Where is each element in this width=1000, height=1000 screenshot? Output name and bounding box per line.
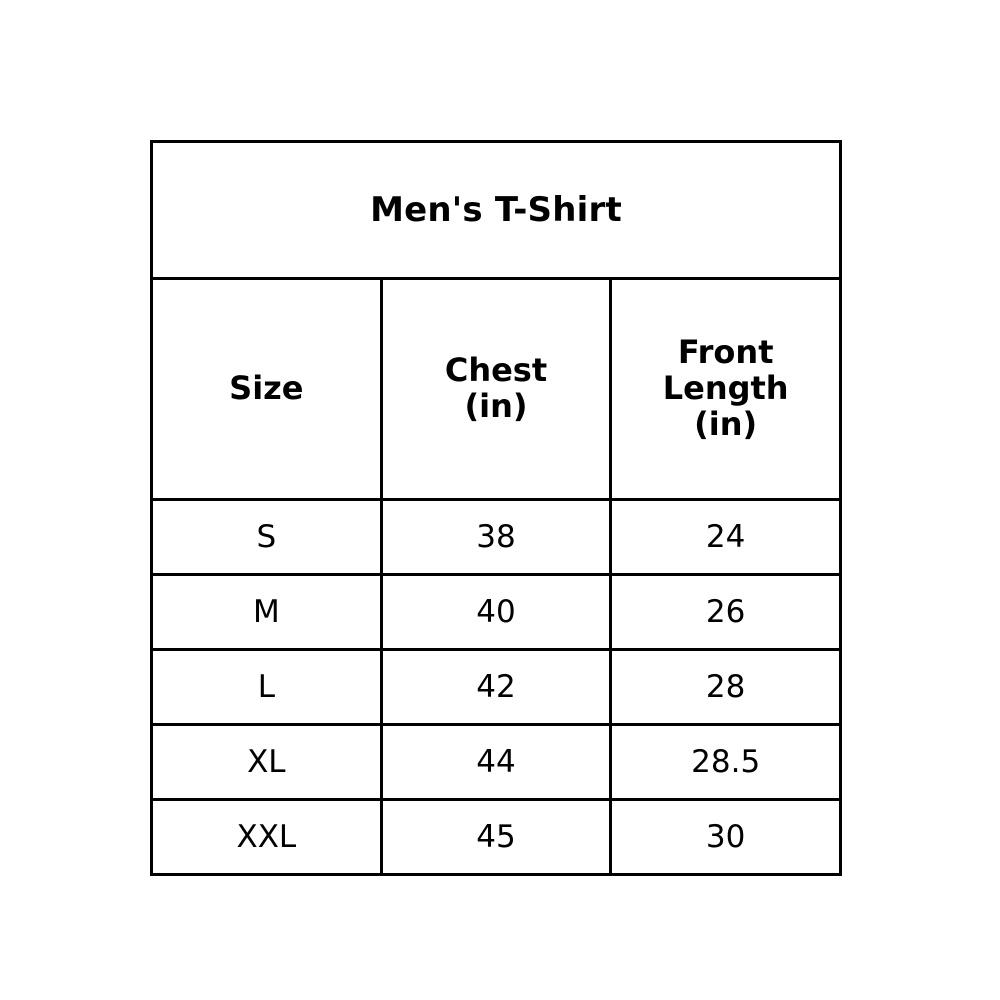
column-header-front-length-line-1: Front [677, 333, 774, 372]
table-row [152, 725, 841, 800]
cell-front-length: 28.5 [611, 725, 841, 800]
table-row [152, 650, 841, 725]
cell-size: L [152, 650, 382, 725]
cell-size: M [152, 575, 382, 650]
cell-chest: 44 [381, 725, 611, 800]
cell-front-length: 24 [611, 500, 841, 575]
size-chart-table [150, 140, 842, 876]
column-header-chest-line-2: (in) [464, 387, 528, 425]
cell-chest: 42 [381, 650, 611, 725]
column-header-chest-line-1: Chest [444, 351, 548, 390]
table-row [152, 500, 841, 575]
cell-chest: 40 [381, 575, 611, 650]
table-title-row [152, 142, 841, 279]
cell-front-length: 28 [611, 650, 841, 725]
cell-chest: 45 [381, 800, 611, 875]
table-row [152, 575, 841, 650]
column-header-front-length-line-2: Length [662, 369, 789, 408]
cell-size: XL [152, 725, 382, 800]
column-header-chest [381, 279, 611, 500]
column-header-front-length [611, 279, 841, 500]
column-header-front-length-line-3: (in) [694, 404, 758, 443]
cell-front-length: 26 [611, 575, 841, 650]
cell-chest: 38 [381, 500, 611, 575]
chart-title: Men's T-Shirt [152, 142, 841, 279]
cell-size: S [152, 500, 382, 575]
column-header-size: Size [152, 279, 382, 500]
cell-front-length: 30 [611, 800, 841, 875]
cell-size: XXL [152, 800, 382, 875]
table-row [152, 800, 841, 875]
table-header-row [152, 279, 841, 500]
